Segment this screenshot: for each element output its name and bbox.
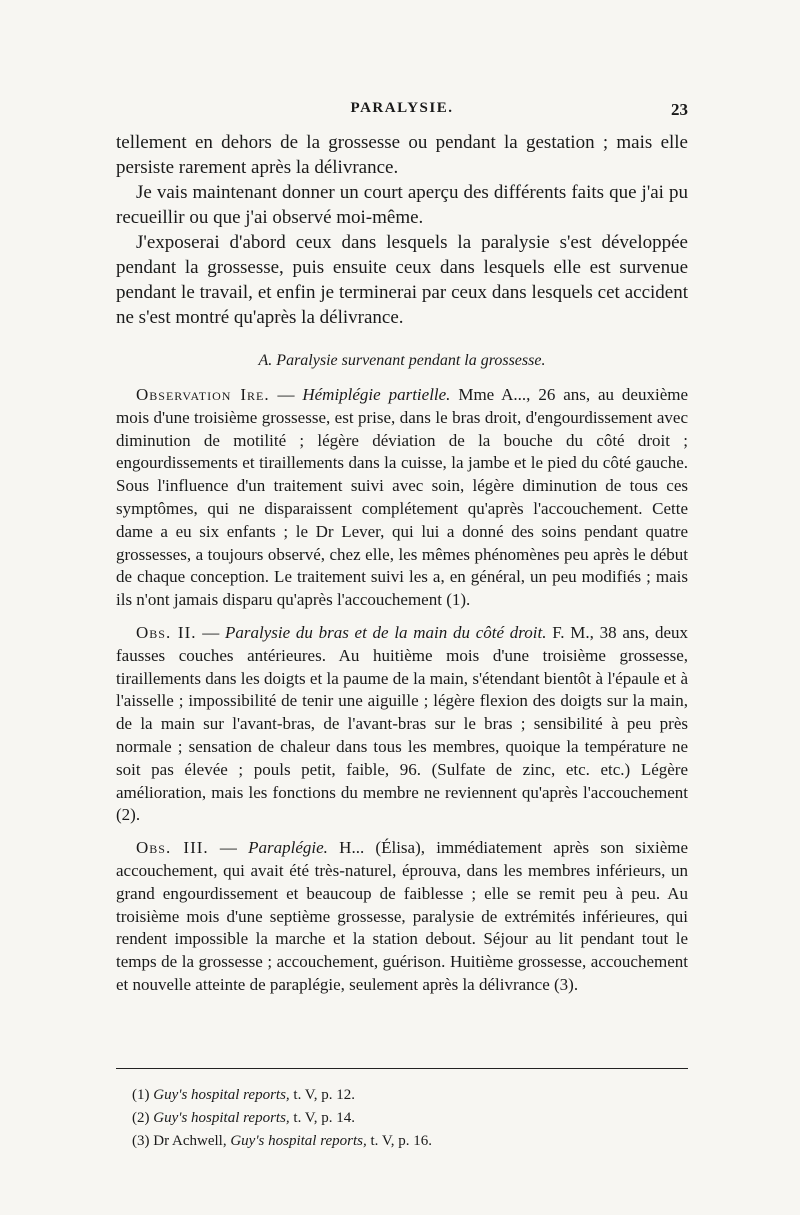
- footnote-source: Guy's hospital reports,: [153, 1110, 290, 1126]
- page-body: [116, 130, 688, 997]
- footnote-rule: [116, 1068, 688, 1069]
- observation-title: Hémiplégie partielle.: [302, 385, 451, 404]
- footnote: [132, 1107, 688, 1130]
- paragraph: J'exposerai d'abord ceux dans lesquels la paralysie s'est développée pendant la grossesse, puis ensuite ceux dans lesquels elle est survenue pendant le travail, et enfin je terminerai par ceux dans lesquels cet accident ne s'est montré qu'après la délivrance.: [116, 232, 688, 328]
- observation-label: Obs. II.: [136, 622, 197, 642]
- footnote: [132, 1130, 688, 1153]
- footnote-number: (2): [132, 1110, 150, 1126]
- paragraph: Je vais maintenant donner un court aperçu des différents faits que j'ai pu recueillir ou que j'ai observé moi-même.: [116, 182, 688, 228]
- footnote-ref: t. V, p. 12.: [293, 1087, 355, 1103]
- page-number: 23: [671, 100, 688, 119]
- observation-1: Observation Ire. — Hémiplégie partielle. Mme A..., 26 ans, au deuxième mois d'une troisième grossesse, est prise, dans le bras droit, d'engourdissement avec diminution de motilité ; légère déviation de la bouche du côté droit ; engourdissements et tiraillements dans la cuisse, la jambe et le pied du côté gauche. Sous l'influence d'un traitement suivi avec soin, légère diminution de tous ces symptômes, qui ne disparaissent complétement qu'après l'accouchement. Cette dame a eu six enfants ; le Dr Lever, qui lui a donné des soins pendant quatre grossesses, a toujours observé, chez elle, les mêmes phénomènes peu après le début de chaque conception. Le traitement suivi les a, en général, un peu modifiés ; mais ils n'ont jamais disparu qu'après l'accouchement (1).: [116, 385, 689, 610]
- footnote: [132, 1084, 688, 1107]
- footnote-number: (1): [132, 1087, 150, 1103]
- footnote-ref: t. V, p. 14.: [293, 1110, 355, 1126]
- footnote-ref: t. V, p. 16.: [370, 1133, 433, 1149]
- running-title: PARALYSIE.: [350, 100, 454, 116]
- observation-text: F. M., 38 ans, deux fausses couches antérieures. Au huitième mois d'une troisième grossesse, tiraillements dans les doigts et la paume de la main, s'étendant bientôt à l'épaule et à l'aisselle ; impossibilité de tenir une aiguille ; légère flexion des doigts sur la main, de la main sur l'avant-bras, de l'avant-bras sur le bras ; sensibilité à peu près normale ; sensation de chaleur dans tous les membres, quoique la température ne soit pas élevée ; pouls petit, faible, 96. (Sulfate de zinc, etc. etc.) Légère amélioration, mais les fonctions du membre ne reviennent qu'après l'accouchement (2).: [116, 622, 689, 825]
- footnote-author: Dr Achwell,: [153, 1133, 227, 1149]
- observation-title: Paralysie du bras et de la main du côté droit.: [224, 622, 547, 642]
- observation-2: Obs. II. — Paralysie du bras et de la main du côté droit. F. M., 38 ans, deux fausses couches antérieures. Au huitième mois d'une troisième grossesse, tiraillements dans les doigts et la paume de la main, s'étendant bientôt à l'épaule et à l'aisselle ; impossibilité de tenir une aiguille ; légère flexion des doigts sur la main, de la main sur l'avant-bras, de l'avant-bras sur le bras ; sensibilité à peu près normale ; sensation de chaleur dans tous les membres, quoique la température ne soit pas élevée ; pouls petit, faible, 96. (Sulfate de zinc, etc. etc.) Légère amélioration, mais les fonctions du membre ne reviennent qu'après l'accouchement (2).: [116, 622, 689, 825]
- observation-label: Observation Ire.: [136, 385, 270, 404]
- footnotes: [132, 1084, 688, 1153]
- footnote-source: Guy's hospital reports,: [153, 1087, 290, 1103]
- observation-3: Obs. III. — Paraplégie. H... (Élisa), immédiatement après son sixième accouchement, qui avait été très-naturel, éprouva, dans les membres inférieurs, un grand engourdissement et beaucoup de faiblesse ; elle se remit peu à peu. Au troisième mois d'une septième grossesse, paralysie de extrémités inférieures, qui rendent impossible la marche et la station debout. Séjour au lit pendant tout le temps de la grossesse ; accouchement, guérison. Huitième grossesse, accouchement et nouvelle atteinte de paraplégie, seulement après la délivrance (3).: [116, 838, 689, 994]
- footnote-source: Guy's hospital reports,: [230, 1133, 367, 1149]
- running-head: [116, 100, 688, 122]
- observation-text: Mme A..., 26 ans, au deuxième mois d'une troisième grossesse, est prise, dans le bras droit, d'engourdissement avec diminution de motilité ; légère déviation de la bouche du côté droit ; engourdissements et tiraillements dans la cuisse, la jambe et le pied du côté gauche. Sous l'influence d'un traitement suivi avec soin, légère diminution de tous ces symptômes, qui ne disparaissent complétement qu'après l'accouchement. Cette dame a eu six enfants ; le Dr Lever, qui lui a donné des soins pendant quatre grossesses, a toujours observé, chez elle, les mêmes phénomènes peu après le début de chaque conception. Le traitement suivi les a, en général, un peu modifiés ; mais ils n'ont jamais disparu qu'après l'accouchement (1).: [116, 385, 689, 610]
- observation-title: Paraplégie.: [248, 838, 328, 858]
- paragraph-continuation: tellement en dehors de la grossesse ou pendant la gestation ; mais elle persiste rarement après la délivrance.: [116, 132, 688, 178]
- section-heading: A. Paralysie survenant pendant la grossesse.: [258, 352, 546, 369]
- observation-label: Obs. III.: [136, 838, 209, 858]
- intro-text: [116, 130, 688, 330]
- footnote-number: (3): [132, 1133, 150, 1149]
- observation-text: H... (Élisa), immédiatement après son sixième accouchement, qui avait été très-naturel, éprouva, dans les membres inférieurs, un grand engourdissement et beaucoup de faiblesse ; elle se remit peu à peu. Au troisième mois d'une septième grossesse, paralysie de extrémités inférieures, qui rendent impossible la marche et la station debout. Séjour au lit pendant tout le temps de la grossesse ; accouchement, guérison. Huitième grossesse, accouchement et nouvelle atteinte de paraplégie, seulement après la délivrance (3).: [116, 838, 689, 994]
